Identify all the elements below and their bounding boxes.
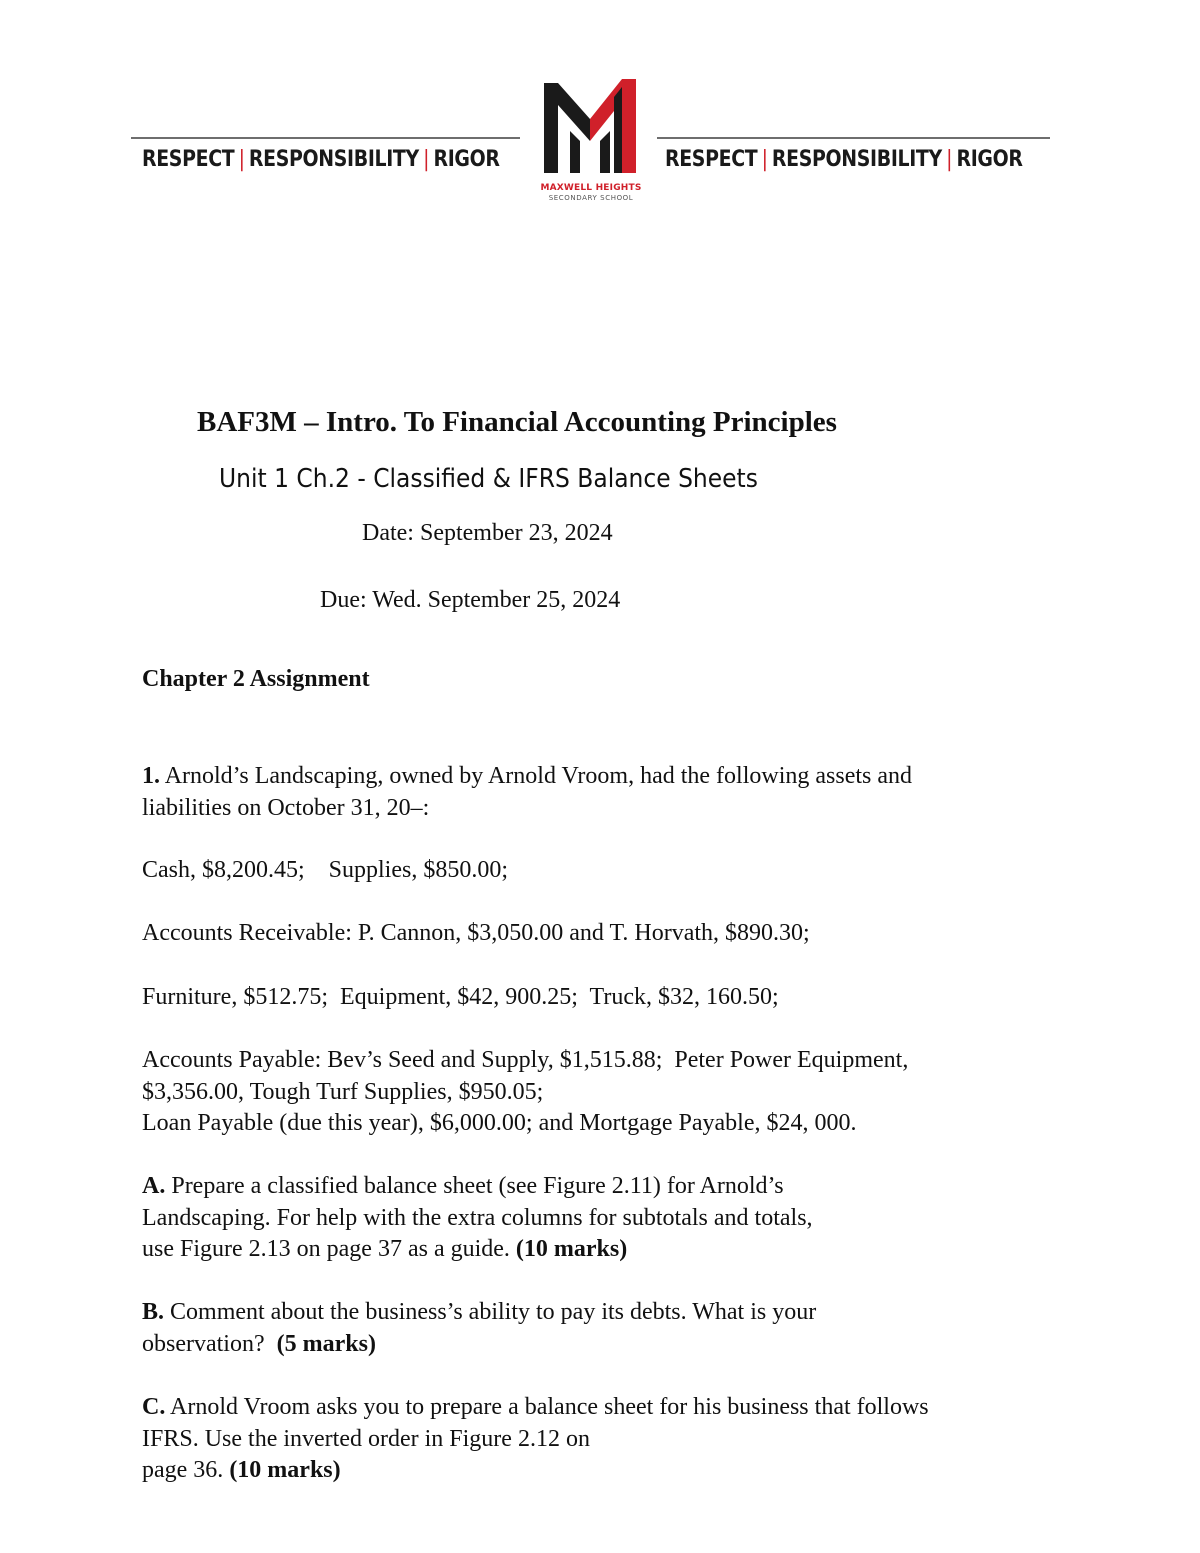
motto-left (142, 147, 500, 172)
unit-title: Unit 1 Ch.2 - Classified & IFRS Balance Sheets (219, 464, 758, 494)
motto-separator: | (761, 147, 768, 172)
motto-separator: | (946, 147, 953, 172)
part-c-line1: Arnold Vroom asks you to prepare a balance sheet for his business that follows (165, 1394, 929, 1420)
motto-rigor: RIGOR (433, 147, 500, 172)
motto-right (665, 147, 1023, 172)
receivables-line: Accounts Receivable: P. Cannon, $3,050.00 and T. Horvath, $890.30; (142, 920, 810, 946)
part-c-letter: C. (142, 1394, 166, 1420)
payables-line2: $3,356.00, Tough Turf Supplies, $950.05; (142, 1078, 544, 1105)
motto-responsibility: RESPONSIBILITY (771, 147, 942, 172)
part-b-marks: (5 marks) (276, 1330, 376, 1357)
assignment-heading: Chapter 2 Assignment (142, 666, 370, 692)
part-b-line2: observation? (142, 1330, 277, 1357)
cash-supplies-line: Cash, $8,200.45; Supplies, $850.00; (142, 857, 509, 883)
motto-respect: RESPECT (142, 147, 235, 172)
course-title: BAF3M – Intro. To Financial Accounting Principles (197, 406, 837, 438)
part-c (142, 1392, 1052, 1487)
school-subtitle: SECONDARY SCHOOL (548, 194, 634, 202)
assigned-date: Date: September 23, 2024 (362, 520, 613, 546)
part-a (142, 1171, 1052, 1266)
school-name: MAXWELL HEIGHTS (540, 183, 642, 193)
motto-rigor: RIGOR (956, 147, 1023, 172)
payables-line1: Accounts Payable: Bev’s Seed and Supply, $1,515.88; Peter Power Equipment, (142, 1047, 909, 1073)
part-a-letter: A. (142, 1173, 166, 1199)
question-1-intro-line1: Arnold’s Landscaping, owned by Arnold Vroom, had the following assets and (164, 763, 913, 789)
part-b (142, 1297, 1052, 1360)
part-c-line2: IFRS. Use the inverted order in Figure 2.12 on (142, 1425, 590, 1452)
header-rule-right (657, 137, 1050, 139)
part-c-marks: (10 marks) (229, 1457, 341, 1483)
motto-respect: RESPECT (665, 147, 758, 172)
question-number: 1. (142, 763, 160, 789)
header-rule-left (131, 137, 520, 139)
fixed-assets-line: Furniture, $512.75; Equipment, $42, 900.25; Truck, $32, 160.50; (142, 984, 779, 1010)
part-a-marks: (10 marks) (515, 1236, 628, 1262)
part-b-line1: Comment about the business’s ability to pay its debts. What is your (164, 1299, 817, 1325)
school-logo-icon (540, 75, 640, 185)
part-b-letter: B. (142, 1299, 165, 1325)
part-a-line2: Landscaping. For help with the extra columns for subtotals and totals, (142, 1204, 813, 1231)
due-date: Due: Wed. September 25, 2024 (320, 587, 621, 613)
liabilities-block (142, 1045, 1052, 1140)
motto-separator: | (423, 147, 430, 172)
payables-line3: Loan Payable (due this year), $6,000.00; and Mortgage Payable, $24, 000. (142, 1110, 857, 1136)
part-a-line1: Prepare a classified balance sheet (see Figure 2.11) for Arnold’s (165, 1173, 784, 1199)
part-c-line3: page 36. (142, 1457, 230, 1483)
motto-separator: | (238, 147, 245, 172)
question-1-intro (142, 761, 1052, 824)
motto-responsibility: RESPONSIBILITY (248, 147, 419, 172)
question-1-intro-line2: liabilities on October 31, 20–: (142, 794, 430, 821)
part-a-line3: use Figure 2.13 on page 37 as a guide. (142, 1236, 516, 1262)
